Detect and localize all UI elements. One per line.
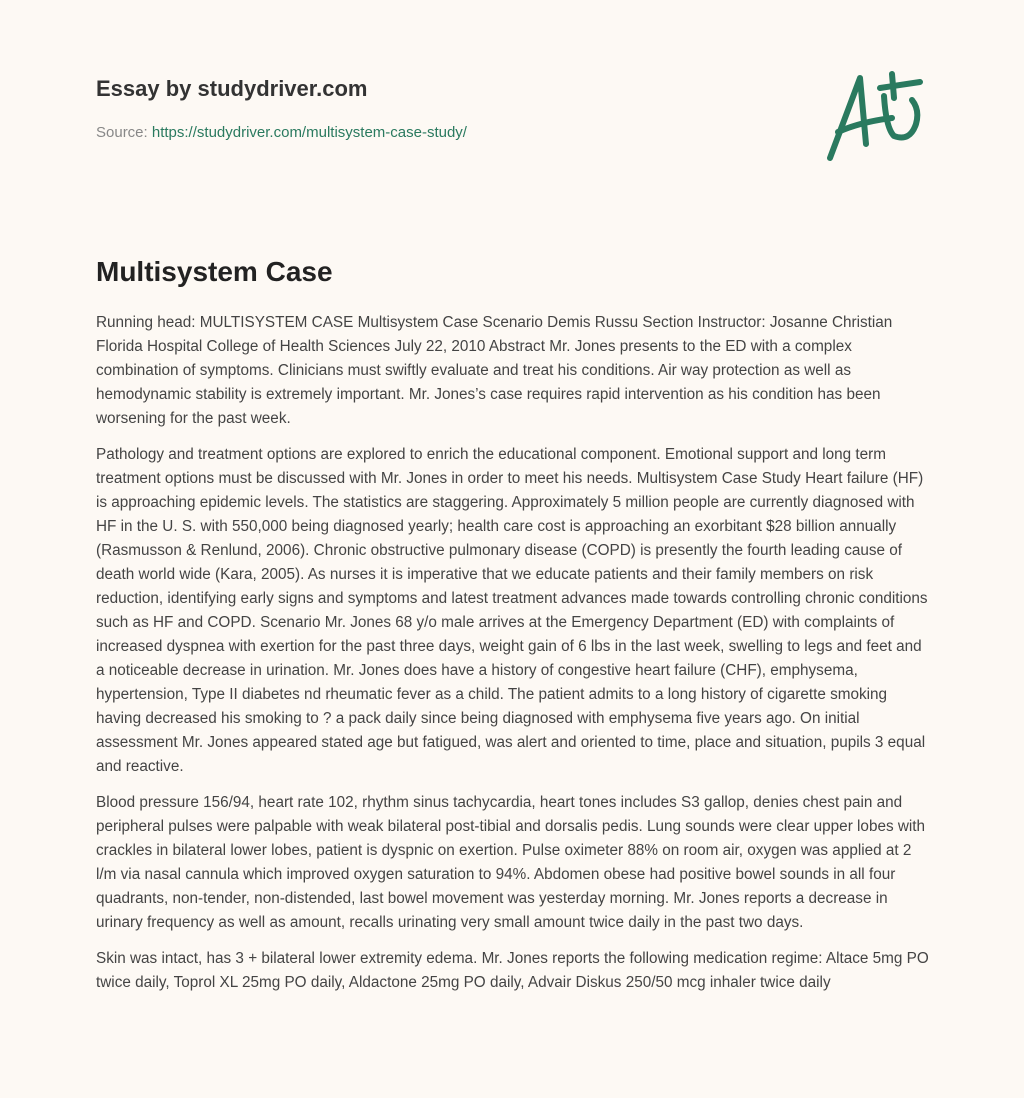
paragraph: Blood pressure 156/94, heart rate 102, rhythm sinus tachycardia, heart tones includes S3 gallop, denies chest pain and peripheral pulses were palpable with weak bilateral post-tibial and dorsalis pedis. Lung sounds were clear upper lobes with crackles in bilateral lower lobes, patient is dyspnic on exertion. Pulse oximeter 88% on room air, oxygen was applied at 2 l/m via nasal cannula which improved oxygen saturation to 94%. Abdomen obese had positive bowel sounds in all four quadrants, non-tender, non-distended, last bowel movement was yesterday morning. Mr. Jones reports a decrease in urinary frequency as well as amount, recalls urinating very small amount twice daily in the past two days.: [96, 794, 926, 931]
a-plus-logo-icon: [820, 66, 930, 166]
essay-title: Multisystem Case: [96, 256, 333, 287]
site-title: Essay by studydriver.com: [96, 76, 368, 101]
paragraph: Running head: MULTISYSTEM CASE Multisystem Case Scenario Demis Russu Section Instructor: Josanne Christian Florida Hospital College of Health Sciences July 22, 2010 Abstract Mr. Jones presents to the ED with a complex combination of symptoms. Clinicians must swiftly evaluate and treat his conditions. Air way protection as well as hemodynamic stability is extremely important. Mr. Jones’s case requires rapid intervention as his condition has been worsening for the past week.: [96, 314, 893, 427]
source-label: Source:: [96, 124, 148, 141]
essay-body: [96, 311, 932, 1007]
source-link[interactable]: https://studydriver.com/multisystem-case-study/: [151, 124, 467, 141]
source-line: [96, 124, 467, 141]
paragraph: Skin was intact, has 3 + bilateral lower extremity edema. Mr. Jones reports the following medication regime: Altace 5mg PO twice daily, Toprol XL 25mg PO daily, Aldactone 25mg PO daily, Advair Diskus 250/50 mcg inhaler twice daily: [96, 950, 929, 991]
paragraph: Pathology and treatment options are explored to enrich the educational component. Emotional support and long term treatment options must be discussed with Mr. Jones in order to meet his needs. Multisystem Case Study Heart failure (HF) is approaching epidemic levels. The statistics are staggering. Approximately 5 million people are currently diagnosed with HF in the U. S. with 550,000 being diagnosed yearly; health care cost is approaching an exorbitant $28 billion annually (Rasmusson & Renlund, 2006). Chronic obstructive pulmonary disease (COPD) is presently the fourth leading cause of death world wide (Kara, 2005). As nurses it is imperative that we educate patients and their family members on risk reduction, identifying early signs and symptoms and latest treatment advances made towards controlling chronic conditions such as HF and COPD. Scenario Mr. Jones 68 y/o male arrives at the Emergency Department (ED) with complaints of increased dyspnea with exertion for the past three days, weight gain of 6 lbs in the last week, swelling to legs and feet and a noticeable decrease in urination. Mr. Jones does have a history of congestive heart failure (CHF), emphysema, hypertension, Type II diabetes nd rheumatic fever as a child. The patient admits to a long history of cigarette smoking having decreased his smoking to ? a pack daily since being diagnosed with emphysema five years ago. On initial assessment Mr. Jones appeared stated age but fatigued, was alert and oriented to time, place and situation, pupils 3 equal and reactive.: [96, 446, 928, 775]
